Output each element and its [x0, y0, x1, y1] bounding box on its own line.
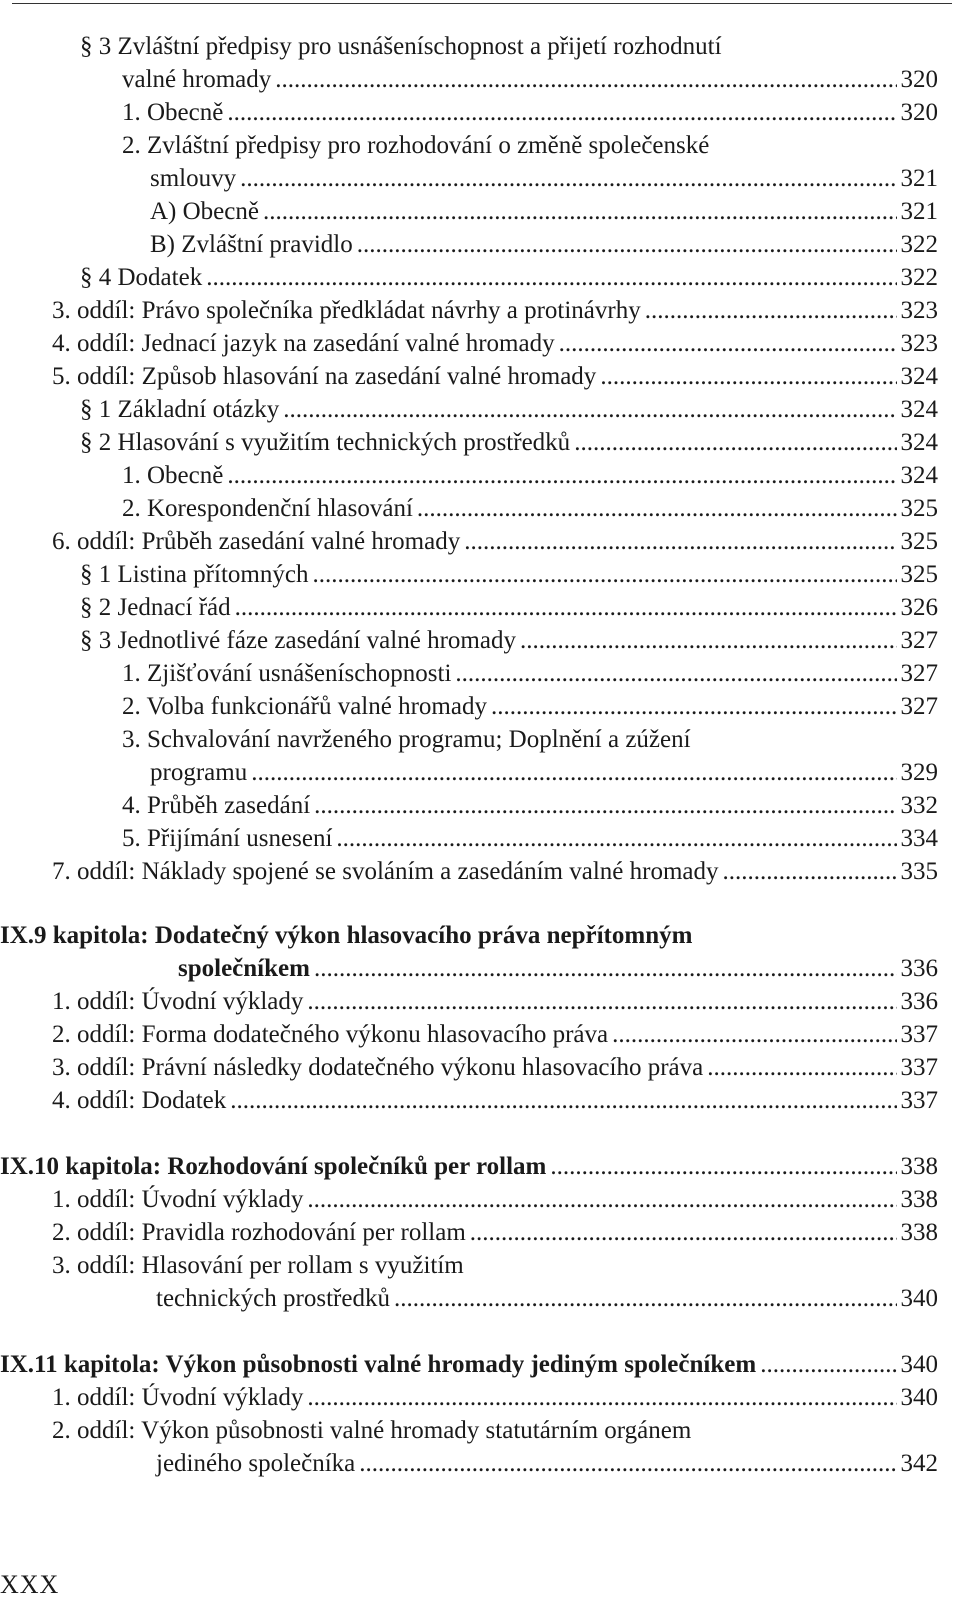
- toc-entry-text: 2. oddíl: Pravidla rozhodování per rollam: [52, 1219, 466, 1246]
- leader-dots: [600, 360, 896, 394]
- toc-entry: [80, 426, 938, 460]
- toc-entry-text: 2. oddíl: Výkon působnosti valné hromady statutárním orgánem: [52, 1417, 692, 1444]
- toc-entry: [122, 723, 691, 757]
- toc-entry-text: IX.11 kapitola: Výkon působnosti valné hromady jediným společníkem: [0, 1351, 757, 1378]
- toc-entry-text: jediného společníka: [156, 1450, 356, 1477]
- toc-entry-text: § 3 Zvláštní předpisy pro usnášeníschopnost a přijetí rozhodnutí: [80, 33, 722, 60]
- toc-chapter-heading: [0, 1348, 938, 1382]
- toc-entry-text: 1. Obecně: [122, 462, 224, 489]
- toc-page-number: 340: [900, 1285, 938, 1312]
- leader-dots: [612, 1018, 896, 1052]
- leader-dots: [312, 558, 896, 592]
- leader-dots: [464, 525, 896, 559]
- toc-entry-text: § 2 Jednací řád: [80, 594, 231, 621]
- toc-page-number: 321: [900, 165, 938, 192]
- leader-dots: [359, 1447, 896, 1481]
- toc-entry: [52, 1018, 938, 1052]
- toc-entry-text: IX.10 kapitola: Rozhodování společníků per rollam: [0, 1153, 547, 1180]
- toc-entry: [122, 63, 938, 97]
- toc-page-number: 336: [900, 955, 938, 982]
- toc-entry: [52, 1414, 691, 1448]
- toc-entry: [150, 195, 938, 229]
- leader-dots: [314, 952, 897, 986]
- toc-entry-text: společníkem: [178, 955, 310, 982]
- toc-entry: [156, 1282, 938, 1316]
- toc-page-number: 322: [900, 231, 938, 258]
- leader-dots: [314, 789, 896, 823]
- toc-entry: [150, 162, 938, 196]
- leader-dots: [283, 393, 896, 427]
- toc-entry-text: 4. oddíl: Jednací jazyk na zasedání valné hromady: [52, 330, 555, 357]
- toc-entry-text: valné hromady: [122, 66, 272, 93]
- toc-entry: [122, 96, 938, 130]
- toc-page-number: 329: [900, 759, 938, 786]
- toc-page-number: 324: [900, 429, 938, 456]
- leader-dots: [574, 426, 896, 460]
- toc-entry-text: 1. oddíl: Úvodní výklady: [52, 1186, 304, 1213]
- toc-entry: [80, 30, 722, 64]
- toc-entry: [52, 985, 938, 1019]
- leader-dots: [227, 459, 896, 493]
- leader-dots: [455, 657, 896, 691]
- toc-entry: [52, 360, 938, 394]
- toc-entry-text: technických prostředků: [156, 1285, 390, 1312]
- toc-page-number: 325: [900, 495, 938, 522]
- toc-page-number: 325: [900, 561, 938, 588]
- leader-dots: [417, 492, 897, 526]
- toc-page-number: 322: [900, 264, 938, 291]
- toc-page-number: 340: [900, 1351, 938, 1378]
- toc-entry-text: 1. oddíl: Úvodní výklady: [52, 1384, 304, 1411]
- toc-entry-text: B) Zvláštní pravidlo: [150, 231, 353, 258]
- page-number: XXX: [0, 1570, 60, 1599]
- toc-entry: [52, 1216, 938, 1250]
- toc-page-number: 327: [900, 627, 938, 654]
- toc-entry: [122, 789, 938, 823]
- toc-entry: [80, 558, 938, 592]
- leader-dots: [491, 690, 897, 724]
- toc-entry-text: 1. Obecně: [122, 99, 224, 126]
- toc-entry-text: 6. oddíl: Průběh zasedání valné hromady: [52, 528, 461, 555]
- toc-entry: [52, 327, 938, 361]
- top-rule: [12, 3, 952, 4]
- toc-entry-text: 3. oddíl: Právní následky dodatečného výkonu hlasovacího práva: [52, 1054, 704, 1081]
- toc-page-number: 320: [900, 99, 938, 126]
- toc-page-number: 338: [900, 1219, 938, 1246]
- toc-entry-text: § 1 Listina přítomných: [80, 561, 309, 588]
- toc-entry: [52, 1051, 938, 1085]
- toc-entry: [122, 690, 938, 724]
- toc-entry-text: 3. oddíl: Právo společníka předkládat návrhy a protinávrhy: [52, 297, 641, 324]
- toc-page-number: 340: [900, 1384, 938, 1411]
- toc-entry: [122, 459, 938, 493]
- leader-dots: [559, 327, 897, 361]
- toc-page-number: 338: [900, 1153, 938, 1180]
- leader-dots: [760, 1348, 896, 1382]
- leader-dots: [550, 1150, 896, 1184]
- leader-dots: [336, 822, 896, 856]
- leader-dots: [275, 63, 896, 97]
- toc-page-number: 323: [900, 297, 938, 324]
- toc-entry-text: § 4 Dodatek: [80, 264, 203, 291]
- toc-entry: [80, 624, 938, 658]
- toc-entry: [150, 228, 938, 262]
- toc-page-number: 342: [900, 1450, 938, 1477]
- toc-entry-text: 3. oddíl: Hlasování per rollam s využitím: [52, 1252, 464, 1279]
- toc-entry-text: 2. Volba funkcionářů valné hromady: [122, 693, 487, 720]
- toc-entry: [52, 525, 938, 559]
- toc-page-number: 325: [900, 528, 938, 555]
- toc-page-number: 327: [900, 693, 938, 720]
- leader-dots: [251, 756, 896, 790]
- leader-dots: [263, 195, 897, 229]
- toc-page-number: 326: [900, 594, 938, 621]
- leader-dots: [227, 96, 896, 130]
- toc-entry: [150, 756, 938, 790]
- toc-entry-text: § 1 Základní otázky: [80, 396, 280, 423]
- toc-entry-text: smlouvy: [150, 165, 237, 192]
- leader-dots: [240, 162, 896, 196]
- toc-page-number: 324: [900, 462, 938, 489]
- toc-page-number: 324: [900, 363, 938, 390]
- toc-entry-text: programu: [150, 759, 248, 786]
- toc-entry-text: 2. oddíl: Forma dodatečného výkonu hlasovacího práva: [52, 1021, 609, 1048]
- toc-page-number: 323: [900, 330, 938, 357]
- toc-entry: [80, 261, 938, 295]
- toc-entry: [52, 855, 938, 889]
- leader-dots: [206, 261, 896, 295]
- toc-entry: [80, 591, 938, 625]
- toc-chapter-heading: [0, 1150, 938, 1184]
- leader-dots: [645, 294, 897, 328]
- toc-entry-text: 2. Zvláštní předpisy pro rozhodování o změně společenské: [122, 132, 710, 159]
- toc-entry: [52, 1249, 464, 1283]
- leader-dots: [307, 1183, 896, 1217]
- toc-entry-text: A) Obecně: [150, 198, 259, 225]
- toc-page-number: 321: [900, 198, 938, 225]
- leader-dots: [357, 228, 897, 262]
- toc-entry: [122, 822, 938, 856]
- toc-entry-text: § 2 Hlasování s využitím technických prostředků: [80, 429, 571, 456]
- leader-dots: [723, 855, 897, 889]
- toc-page-number: 337: [900, 1087, 938, 1114]
- toc-entry: [122, 129, 709, 163]
- toc-entry-text: 4. oddíl: Dodatek: [52, 1087, 227, 1114]
- toc-page-number: 336: [900, 988, 938, 1015]
- toc-page-number: 320: [900, 66, 938, 93]
- toc-entry: [156, 1447, 938, 1481]
- toc-entry-text: 7. oddíl: Náklady spojené se svoláním a zasedáním valné hromady: [52, 858, 719, 885]
- toc-entry: [52, 1381, 938, 1415]
- toc-entry-text: 1. oddíl: Úvodní výklady: [52, 988, 304, 1015]
- toc-page-number: 337: [900, 1021, 938, 1048]
- toc-entry: [52, 1084, 938, 1118]
- toc-page-number: 324: [900, 396, 938, 423]
- toc-page-number: 332: [900, 792, 938, 819]
- leader-dots: [520, 624, 897, 658]
- toc-entry-text: 5. oddíl: Způsob hlasování na zasedání valné hromady: [52, 363, 597, 390]
- toc-page-number: 337: [900, 1054, 938, 1081]
- toc-entry-text: 1. Zjišťování usnášeníschopnosti: [122, 660, 452, 687]
- toc-entry-text: 5. Přijímání usnesení: [122, 825, 333, 852]
- toc-chapter-heading: [0, 919, 692, 953]
- leader-dots: [307, 985, 896, 1019]
- toc-entry: [122, 657, 938, 691]
- leader-dots: [230, 1084, 896, 1118]
- toc-entry-text: 4. Průběh zasedání: [122, 792, 311, 819]
- toc-entry-text: IX.9 kapitola: Dodatečný výkon hlasovacího práva nepřítomným: [0, 922, 693, 949]
- leader-dots: [707, 1051, 896, 1085]
- leader-dots: [235, 591, 897, 625]
- leader-dots: [470, 1216, 897, 1250]
- toc-entry: [52, 294, 938, 328]
- toc-entry-text: § 3 Jednotlivé fáze zasedání valné hromady: [80, 627, 516, 654]
- toc-entry: [52, 1183, 938, 1217]
- leader-dots: [394, 1282, 897, 1316]
- toc-chapter-heading: [178, 952, 938, 986]
- toc-page-number: 327: [900, 660, 938, 687]
- toc-page-number: 335: [900, 858, 938, 885]
- toc-page-number: 334: [900, 825, 938, 852]
- toc-entry-text: 2. Korespondenční hlasování: [122, 495, 413, 522]
- toc-entry-text: 3. Schvalování navrženého programu; Doplnění a zúžení: [122, 726, 691, 753]
- toc-entry: [122, 492, 938, 526]
- toc-entry: [80, 393, 938, 427]
- leader-dots: [307, 1381, 896, 1415]
- toc-page-number: 338: [900, 1186, 938, 1213]
